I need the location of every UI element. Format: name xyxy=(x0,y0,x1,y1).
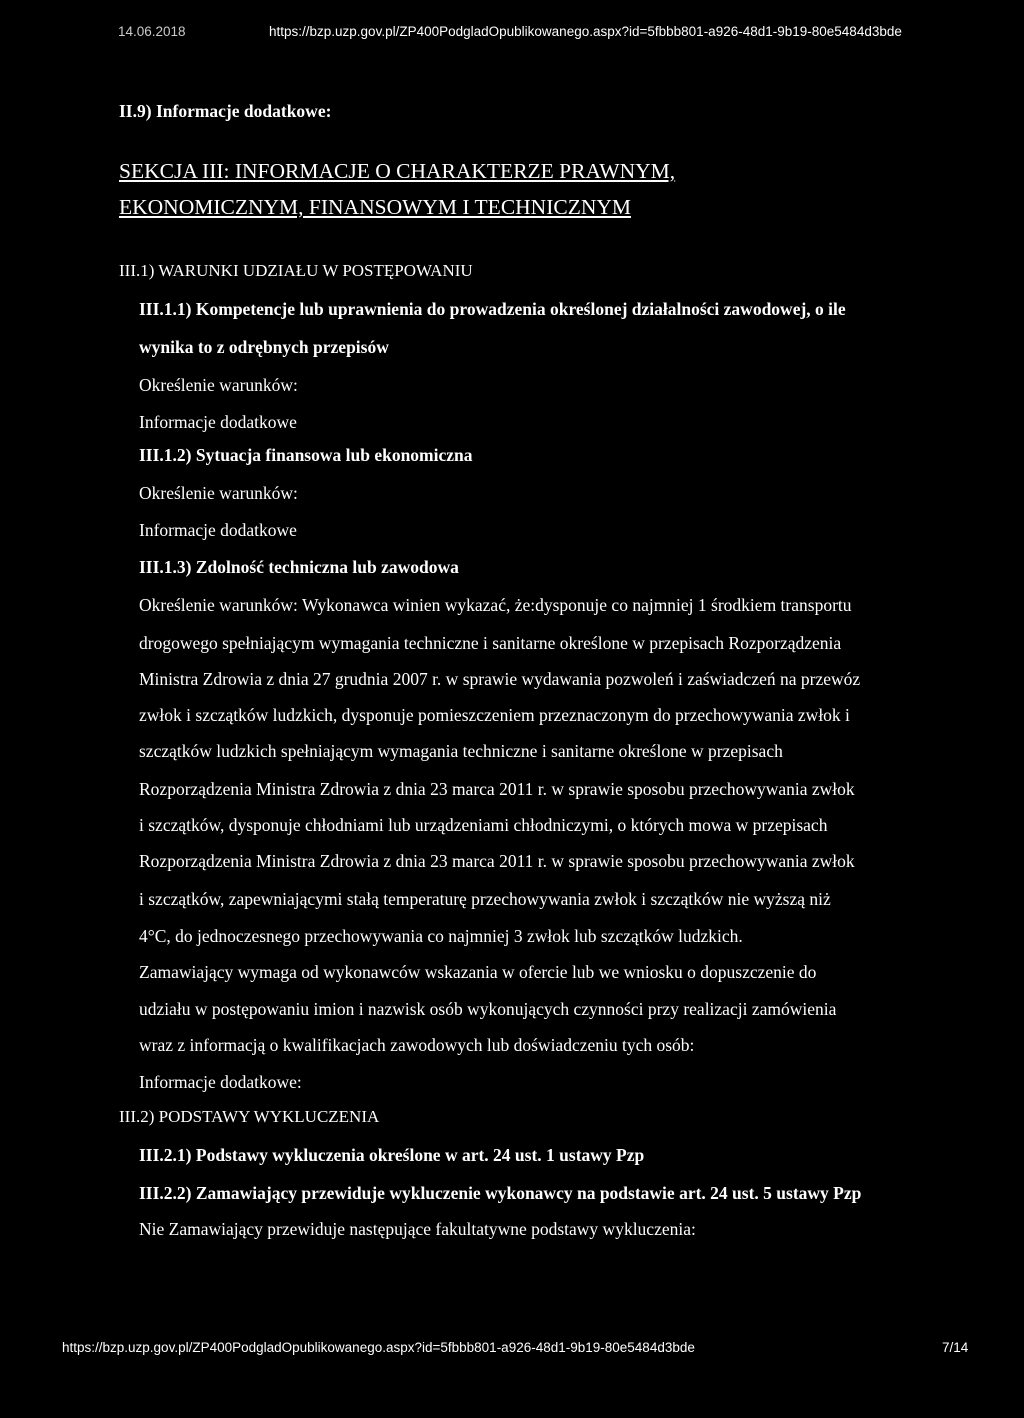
iii13-text-line: Rozporządzenia Ministra Zdrowia z dnia 23 marca 2011 r. w sprawie sposobu przechowywania zwłok xyxy=(139,779,855,799)
iii13-text-line: zwłok i szczątków ludzkich, dysponuje pomieszczeniem przeznaczonym do przechowywania zwłok i xyxy=(139,705,850,725)
heading-iii12: III.1.2) Sytuacja finansowa lub ekonomiczna xyxy=(139,445,473,465)
iii12-info: Informacje dodatkowe xyxy=(139,520,297,540)
iii13-text-line: drogowego spełniającym wymagania techniczne i sanitarne określone w przepisach Rozporządzenia xyxy=(139,633,842,653)
iii13-text-line: wraz z informacją o kwalifikacjach zawodowych lub doświadczeniu tych osób: xyxy=(139,1035,695,1055)
heading-iii11-line-1: III.1.1) Kompetencje lub uprawnienia do prowadzenia określonej działalności zawodowej, o ile xyxy=(139,299,846,319)
heading-ii9: II.9) Informacje dodatkowe: xyxy=(119,101,332,121)
print-date: 14.06.2018 xyxy=(118,24,186,39)
heading-iii21: III.2.1) Podstawy wykluczenia określone w art. 24 ust. 1 ustawy Pzp xyxy=(139,1145,645,1165)
iii22-text: Nie Zamawiający przewiduje następujące fakultatywne podstawy wykluczenia: xyxy=(139,1219,696,1239)
iii13-text-line: Określenie warunków: Wykonawca winien wykazać, że:dysponuje co najmniej 1 środkiem transportu xyxy=(139,595,852,615)
iii13-text-line: szczątków ludzkich spełniającym wymagania techniczne i sanitarne określone w przepisach xyxy=(139,741,783,761)
section-title-line-1: SEKCJA III: INFORMACJE O CHARAKTERZE PRAWNYM, xyxy=(119,159,676,183)
iii11-conditions: Określenie warunków: xyxy=(139,375,298,395)
heading-iii1: III.1) WARUNKI UDZIAŁU W POSTĘPOWANIU xyxy=(119,261,473,280)
footer-url-link[interactable]: https://bzp.uzp.gov.pl/ZP400PodgladOpublikowanego.aspx?id=5fbbb801-a926-48d1-9b19-80e5484d3bde xyxy=(62,1340,695,1355)
iii13-text-line: Ministra Zdrowia z dnia 27 grudnia 2007 r. w sprawie wydawania pozwoleń i zaświadczeń na przewóz xyxy=(139,669,861,689)
iii11-info: Informacje dodatkowe xyxy=(139,412,297,432)
iii12-conditions: Określenie warunków: xyxy=(139,483,298,503)
iii13-text-line: i szczątków, zapewniającymi stałą temperaturę przechowywania zwłok i szczątków nie wyższą niż xyxy=(139,889,831,909)
heading-iii11-line-2: wynika to z odrębnych przepisów xyxy=(139,337,389,357)
heading-iii22: III.2.2) Zamawiający przewiduje wykluczenie wykonawcy na podstawie art. 24 ust. 5 ustawy Pzp xyxy=(139,1183,862,1203)
iii13-text-line: udziału w postępowaniu imion i nazwisk osób wykonujących czynności przy realizacji zamówienia xyxy=(139,999,837,1019)
page-number: 7/14 xyxy=(942,1340,969,1355)
iii13-text-line: i szczątków, dysponuje chłodniami lub urządzeniami chłodniczymi, o których mowa w przepisach xyxy=(139,815,828,835)
heading-iii2: III.2) PODSTAWY WYKLUCZENIA xyxy=(119,1107,380,1126)
iii13-text-line: Zamawiający wymaga od wykonawców wskazania w ofercie lub we wniosku o dopuszczenie do xyxy=(139,962,817,982)
heading-iii13: III.1.3) Zdolność techniczna lub zawodowa xyxy=(139,557,459,577)
header-url-link[interactable]: https://bzp.uzp.gov.pl/ZP400PodgladOpublikowanego.aspx?id=5fbbb801-a926-48d1-9b19-80e5484d3bde xyxy=(269,24,902,39)
iii13-text-line: Rozporządzenia Ministra Zdrowia z dnia 23 marca 2011 r. w sprawie sposobu przechowywania zwłok xyxy=(139,851,855,871)
iii13-text-line: Informacje dodatkowe: xyxy=(139,1072,302,1092)
section-title-line-2: EKONOMICZNYM, FINANSOWYM I TECHNICZNYM xyxy=(119,195,632,219)
iii13-text-line: 4°C, do jednoczesnego przechowywania co najmniej 3 zwłok lub szczątków ludzkich. xyxy=(139,926,743,946)
